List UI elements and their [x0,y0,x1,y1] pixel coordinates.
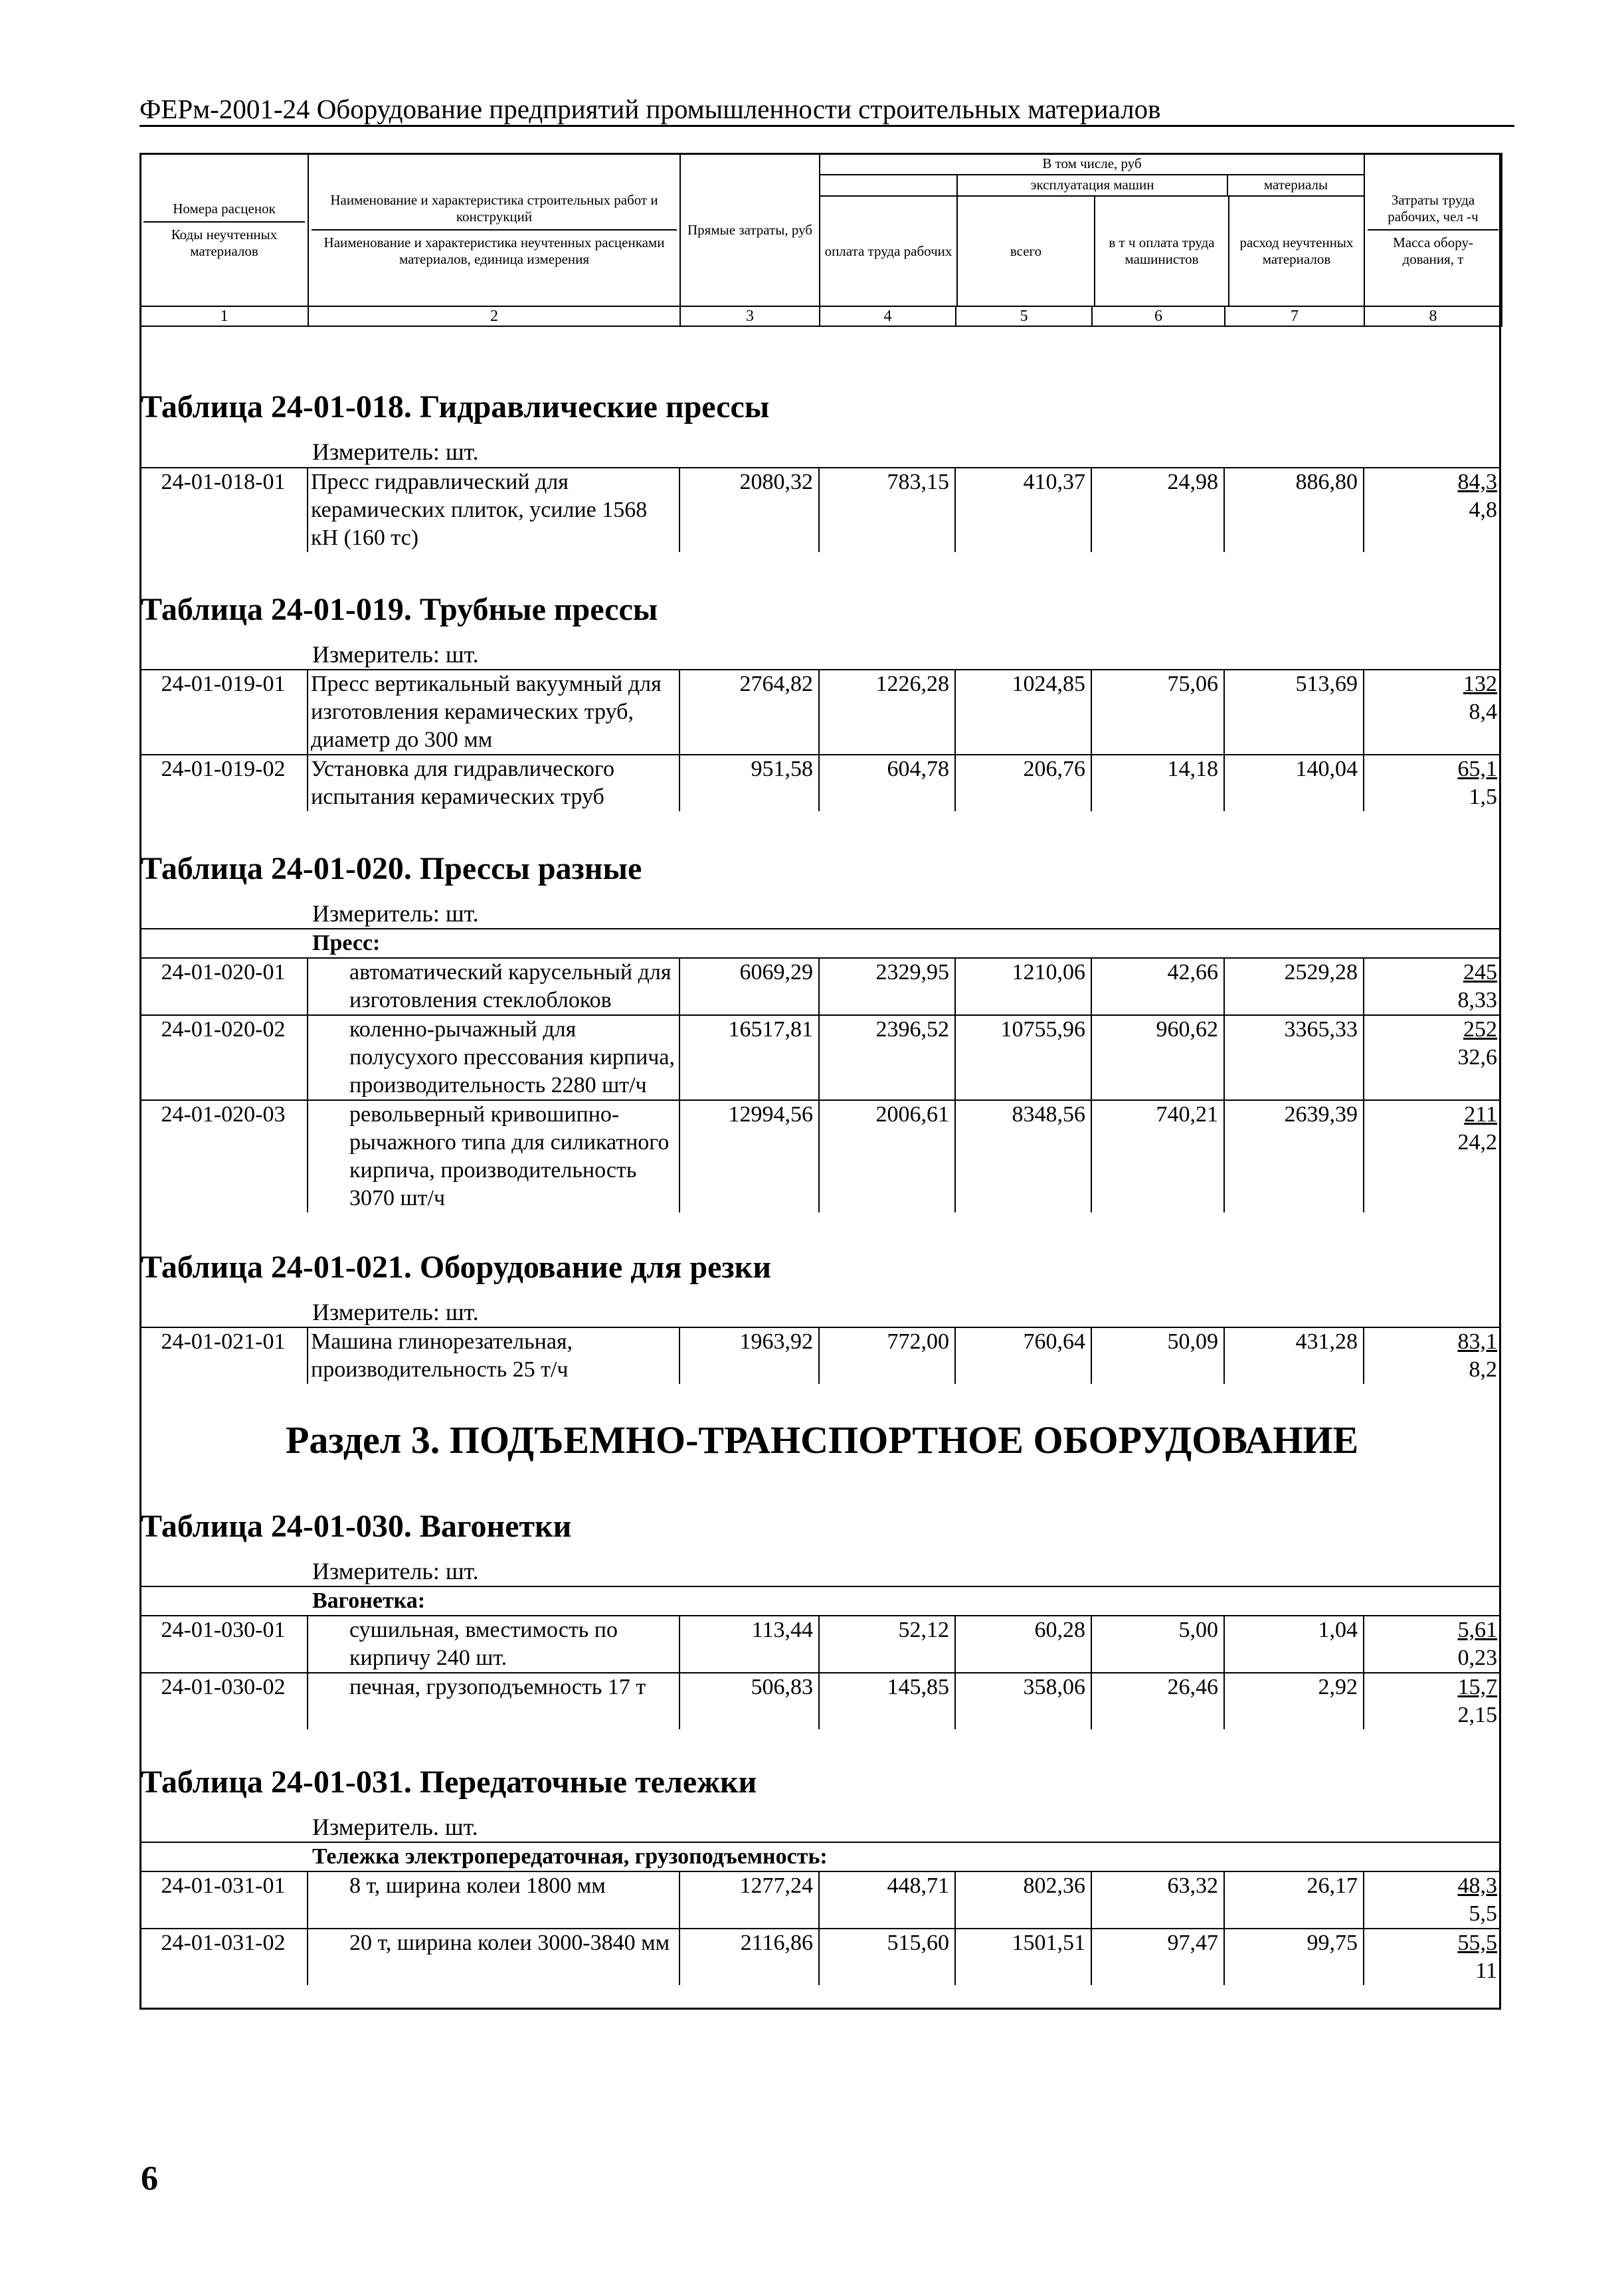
section-title: Раздел 3. ПОДЪЕМНО-ТРАНСПОРТНОЕ ОБОРУДОВАНИЕ [286,1418,1359,1462]
table-031-unit: Измеритель. шт. [312,1814,478,1840]
group-label: Пресс: [139,929,1501,958]
table-row: 24-01-030-01 сушильная, вместимость по кирпичу 240 шт. 113,44 52,12 60,28 5,00 1,04 5,61 0,23 [139,1616,1501,1673]
table-row: 24-01-031-01 8 т, ширина колеи 1800 мм 1277,24 448,71 802,36 63,32 26,17 48,3 5,5 [139,1871,1501,1929]
table-row: 24-01-020-02 коленно-рычажный для полусухого прессования кирпича, производительность 2280 шт/ч 16517,81 2396,52 10755,96 960,62 3365,33 252 32,6 [139,1015,1501,1100]
table-row: 24-01-031-02 20 т, ширина колеи 3000-3840 мм 2116,86 515,60 1501,51 97,47 99,75 55,5 11 [139,1929,1501,1985]
header-names: Наименование и характеристика строительных работ и конструкций Наименование и характеристика неучтенных расценками материалов, единица измерения [308,153,680,306]
table-020-unit: Измеритель: шт. [312,900,479,927]
table-019-title: Таблица 24-01-019. Трубные прессы [141,592,658,627]
table-021-title: Таблица 24-01-021. Оборудование для резки [141,1250,771,1285]
header-codes: Номера расценок Коды неучтенных материалов [140,153,308,306]
header-labor: Затраты труда рабочих, чел -ч Масса обору-дования, т [1364,153,1502,306]
table-018-title: Таблица 24-01-018. Гидравлические прессы [141,389,770,425]
table-020-title: Таблица 24-01-020. Прессы разные [141,851,642,886]
table-030 [139,1586,1501,1729]
table-row: 24-01-019-01 Пресс вертикальный вакуумный для изготовления керамических труб, диаметр до 300 мм 2764,82 1226,28 1024,85 75,06 513,69 132 8,4 [139,670,1501,755]
table-row: 24-01-030-02 печная, грузоподъемность 17 т 506,83 145,85 358,06 26,46 2,92 15,7 2,15 [139,1673,1501,1729]
group-label: Вагонетка: [139,1586,1501,1616]
running-head: ФЕРм-2001-24 Оборудование предприятий промышленности строительных материалов [139,93,1514,127]
table-031-title: Таблица 24-01-031. Передаточные тележки [141,1764,757,1800]
header-including: В том числе, руб эксплуатация машин материалы оплата труда рабочих всего в т ч оплата труда машинистов расход неучтенных материалов [820,153,1364,306]
table-019 [139,669,1501,811]
table-row: 24-01-020-01 автоматический карусельный для изготовления стеклоблоков 6069,29 2329,95 1210,06 42,66 2529,28 245 8,33 [139,958,1501,1015]
table-021 [139,1327,1501,1384]
table-030-unit: Измеритель: шт. [312,1558,479,1584]
table-031 [139,1842,1501,1985]
table-row: 24-01-019-02 Установка для гидравлического испытания керамических труб 951,58 604,78 206,76 14,18 140,04 65,1 1,5 [139,755,1501,811]
table-020 [139,928,1501,1212]
page-number: 6 [141,2160,158,2198]
column-header [139,153,1502,327]
table-018 [139,467,1501,552]
table-018-unit: Измеритель: шт. [312,438,479,465]
table-row: 24-01-020-03 револьверный кривошипно-рычажного типа для силикатного кирпича, производительность 3070 шт/ч 12994,56 2006,61 8348,56 740,21 2639,39 211 24,2 [139,1100,1501,1212]
table-030-title: Таблица 24-01-030. Вагонетки [141,1509,572,1544]
table-021-unit: Измеритель: шт. [312,1299,479,1325]
table-019-unit: Измеритель: шт. [312,641,479,668]
group-label: Тележка электропередаточная, грузоподъемность: [139,1842,1501,1871]
table-row: 24-01-021-01 Машина глинорезательная, производительность 25 т/ч 1963,92 772,00 760,64 50,09 431,28 83,1 8,2 [139,1327,1501,1384]
header-direct-costs: Прямые затраты, руб [680,153,820,306]
table-row: 24-01-018-01 Пресс гидравлический для керамических плиток, усилие 1568 кН (160 тс) 2080,32 783,15 410,37 24,98 886,80 84,3 4,8 [139,468,1501,552]
column-numbers: 1 2 3 4 5 6 7 8 [140,306,1502,326]
